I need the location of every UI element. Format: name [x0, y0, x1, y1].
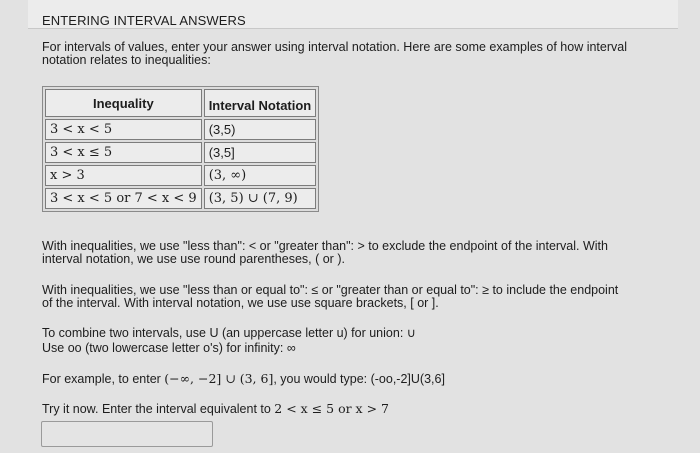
interval-cell: (3, ∞) [204, 165, 317, 186]
header-interval-notation: Interval Notation [204, 89, 317, 117]
less-equal-explanation: With inequalities, we use "less than or equal to": ≤ or "greater than or equal to": ≥ to include the endpoint of the interval. With interval notation, we use use square brackets, [ or ]. [42, 283, 619, 310]
table-row [45, 165, 316, 186]
example-sentence [42, 372, 662, 386]
answer-input[interactable] [41, 421, 213, 447]
example-prefix: For example, to enter [42, 372, 165, 386]
try-it-prefix: Try it now. Enter the interval equivalent to [42, 402, 275, 416]
interval-cell: (3,5) [204, 119, 317, 140]
interval-cell: (3, 5) ∪ (7, 9) [204, 188, 317, 209]
table-header-row [45, 89, 316, 117]
interval-examples-table [42, 86, 319, 212]
union-explanation: To combine two intervals, use U (an uppercase letter u) for union: ∪ [42, 326, 416, 340]
example-expression: (−∞, −2] ∪ (3, 6] [164, 371, 274, 386]
example-middle: , you would type: [273, 372, 371, 386]
infinity-explanation: Use oo (two lowercase letter o's) for infinity: ∞ [42, 341, 296, 355]
inequality-cell: x > 3 [45, 165, 202, 186]
header-inequality: Inequality [45, 89, 202, 117]
try-it-expression: 2 < x ≤ 5 or x > 7 [274, 401, 389, 416]
intro-text: For intervals of values, enter your answer using interval notation. Here are some examples of how interval notation relates to inequalities: [42, 40, 628, 67]
table-row [45, 119, 316, 140]
table-row [45, 188, 316, 209]
page-title: ENTERING INTERVAL ANSWERS [42, 13, 246, 28]
example-typed: (-oo,-2]U(3,6] [370, 372, 445, 386]
table-row [45, 142, 316, 163]
interval-cell: (3,5] [204, 142, 317, 163]
try-it-prompt [42, 402, 662, 416]
inequality-cell: 3 < x < 5 [45, 119, 202, 140]
less-than-explanation: With inequalities, we use "less than": < or "greater than": > to exclude the endpoint of the interval. With interval notation, we use use round parentheses, ( or ). [42, 239, 608, 266]
inequality-cell: 3 < x ≤ 5 [45, 142, 202, 163]
inequality-cell: 3 < x < 5 or 7 < x < 9 [45, 188, 202, 209]
